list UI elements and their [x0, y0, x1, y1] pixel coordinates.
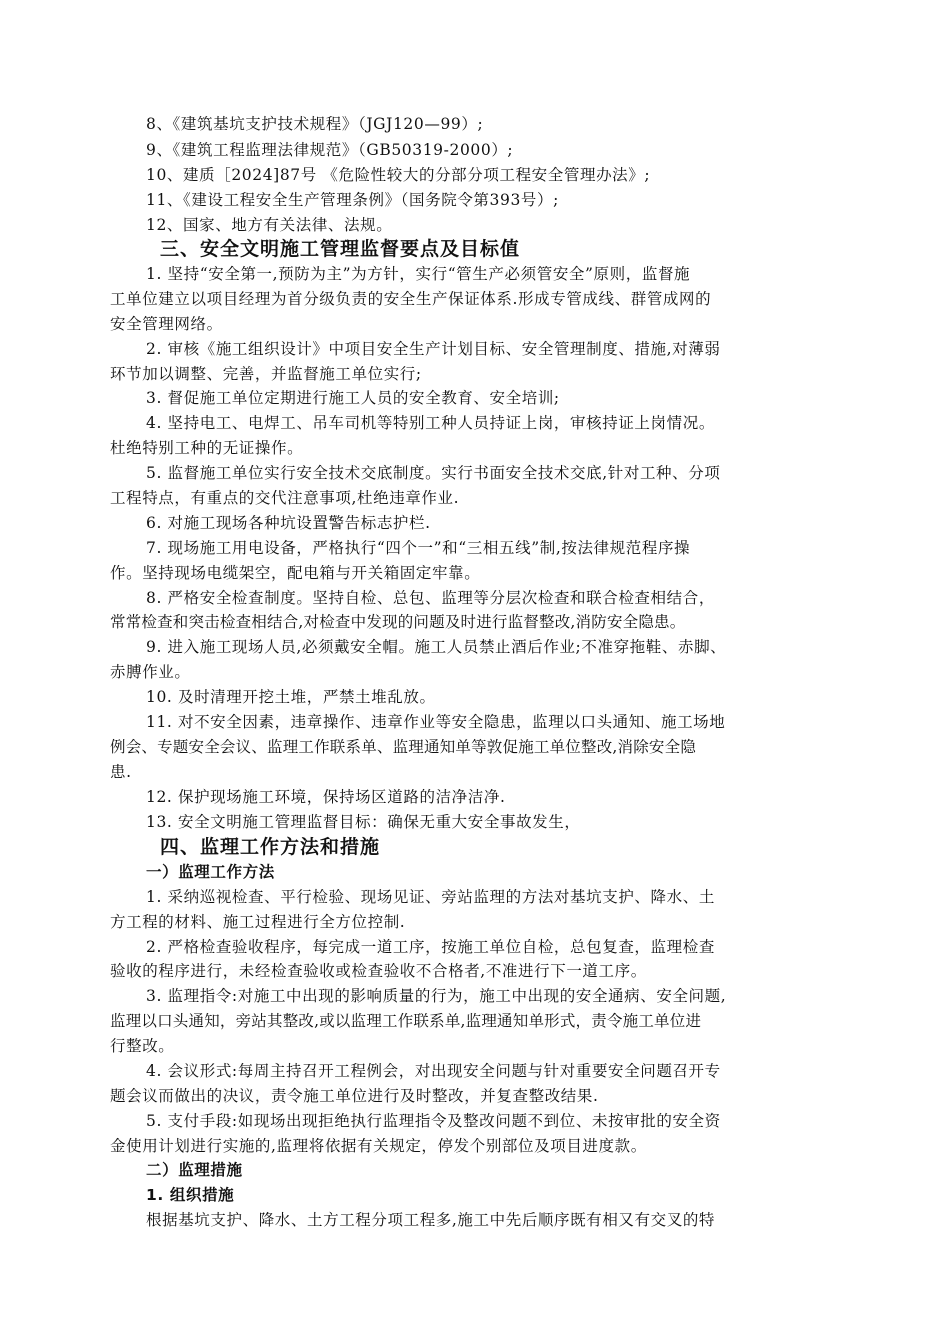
subsection-heading: 一）监理工作方法 [146, 863, 275, 881]
paragraph-line: 赤膊作业。 [110, 663, 191, 681]
paragraph-line: 监理以口头通知，旁站其整改,或以监理工作联系单,监理通知单形式，责令施工单位进 [110, 1012, 702, 1030]
paragraph-line: 1. 采纳巡视检查、平行检验、现场见证、旁站监理的方法对基坑支护、降水、土 [146, 888, 715, 906]
reference-item: 12、国家、地方有关法律、法规。 [146, 216, 393, 234]
reference-item: 11、《建设工程安全生产管理条例》（国务院令第393号）; [146, 191, 559, 209]
reference-item: 10、建质［2024]87号 《危险性较大的分部分项工程安全管理办法》; [146, 166, 651, 184]
reference-item: 9、《建筑工程监理法律规范》（GB50319-2000）; [146, 141, 514, 159]
paragraph-line: 常常检查和突击检查相结合,对检查中发现的问题及时进行监督整改,消防安全隐患。 [110, 613, 686, 631]
paragraph-line: 6. 对施工现场各种坑设置警告标志护栏. [146, 514, 431, 532]
paragraph-line: 5. 监督施工单位实行安全技术交底制度。实行书面安全技术交底,针对工种、分项 [146, 464, 721, 482]
paragraph-line: 1. 坚持“安全第一,预防为主”为方针，实行“管生产必须管安全”原则，监督施 [146, 265, 691, 283]
paragraph-line: 根据基坑支护、降水、土方工程分项工程多,施工中先后顺序既有相又有交叉的特 [146, 1211, 716, 1229]
paragraph-line: 验收的程序进行，未经检查验收或检查验收不合格者,不准进行下一道工序。 [110, 962, 647, 980]
subsection-heading: 1. 组织措施 [146, 1186, 235, 1204]
paragraph-line: 方工程的材料、施工过程进行全方位控制. [110, 913, 406, 931]
paragraph-line: 工单位建立以项目经理为首分级负责的安全生产保证体系.形成专管成线、群管成网的 [110, 290, 712, 308]
paragraph-line: 杜绝特别工种的无证操作。 [110, 439, 304, 457]
paragraph-line: 2. 审核《施工组织设计》中项目安全生产计划目标、安全管理制度、措施,对薄弱 [146, 340, 721, 358]
subsection-heading: 二）监理措施 [146, 1161, 243, 1179]
paragraph-line: 7. 现场施工用电设备，严格执行“四个一”和“三相五线”制,按法律规范程序操 [146, 539, 691, 557]
paragraph-line: 2. 严格检查验收程序，每完成一道工序，按施工单位自检，总包复查，监理检查 [146, 938, 715, 956]
paragraph-line: 5. 支付手段:如现场出现拒绝执行监理指令及整改问题不到位、未按审批的安全资 [146, 1112, 721, 1130]
paragraph-line: 题会议而做出的决议，责令施工单位进行及时整改，并复查整改结果. [110, 1087, 599, 1105]
paragraph-line: 13. 安全文明施工管理监督目标：确保无重大安全事故发生， [146, 813, 581, 831]
section-heading: 四、监理工作方法和措施 [160, 836, 381, 858]
paragraph-line: 患. [110, 763, 132, 781]
paragraph-line: 4. 坚持电工、电焊工、吊车司机等特别工种人员持证上岗，审核持证上岗情况。 [146, 414, 715, 432]
paragraph-line: 12. 保护现场施工环境，保持场区道路的洁净洁净. [146, 788, 506, 806]
paragraph-line: 11. 对不安全因素，违章操作、违章作业等安全隐患，监理以口头通知、施工场地 [146, 713, 726, 731]
paragraph-line: 3. 督促施工单位定期进行施工人员的安全教育、安全培训; [146, 389, 560, 407]
paragraph-line: 金使用计划进行实施的,监理将依据有关规定，停发个别部位及项目进度款。 [110, 1137, 647, 1155]
paragraph-line: 3. 监理指令:对施工中出现的影响质量的行为，施工中出现的安全通病、安全问题, [146, 987, 727, 1005]
section-heading: 三、安全文明施工管理监督要点及目标值 [160, 238, 521, 260]
paragraph-line: 8. 严格安全检查制度。坚持自检、总包、监理等分层次检查和联合检查相结合， [146, 589, 715, 607]
reference-item: 8、《建筑基坑支护技术规程》（JGJ120—99）; [146, 115, 484, 133]
paragraph-line: 例会、专题安全会议、监理工作联系单、监理通知单等敦促施工单位整改,消除安全隐 [110, 738, 697, 756]
paragraph-line: 安全管理网络。 [110, 315, 223, 333]
paragraph-line: 环节加以调整、完善，并监督施工单位实行; [110, 365, 422, 383]
paragraph-line: 作。坚持现场电缆架空，配电箱与开关箱固定牢靠。 [110, 564, 481, 582]
paragraph-line: 4. 会议形式:每周主持召开工程例会，对出现安全问题与针对重要安全问题召开专 [146, 1062, 721, 1080]
paragraph-line: 行整改。 [110, 1037, 175, 1055]
paragraph-line: 9. 进入施工现场人员,必须戴安全帽。施工人员禁止酒后作业;不准穿拖鞋、赤脚、 [146, 638, 727, 656]
paragraph-line: 工程特点，有重点的交代注意事项,杜绝违章作业. [110, 489, 460, 507]
paragraph-line: 10. 及时清理开挖土堆，严禁土堆乱放。 [146, 688, 436, 706]
